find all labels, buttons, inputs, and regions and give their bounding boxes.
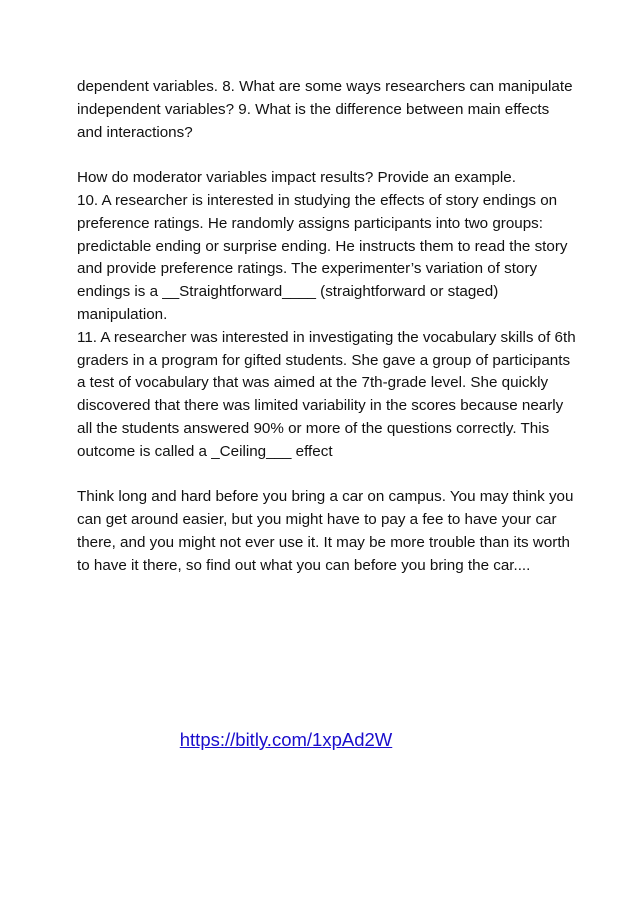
paragraph-moderator-question: How do moderator variables impact results? Provide an example. <box>77 169 516 187</box>
link-line <box>0 727 638 753</box>
paragraph-questions-8-9: dependent variables. 8. What are some ways researchers can manipulate independent variables? 9. What is the difference between main effects and interactions? <box>77 78 573 141</box>
paragraph-question-10: 10. A researcher is interested in studying the effects of story endings on preference ratings. He randomly assigns participants into two groups: predictable ending or surprise ending. He instructs them to read the story and provide preference ratings. The experimenter’s variation of story endings is a __Straightforward____ (straightforward or staged) manipulation. <box>77 191 568 323</box>
paragraph-car-advice: Think long and hard before you bring a car on campus. You may think you can get around easier, but you might have to pay a fee to have your car there, and you might not ever use it. It may be more trouble than its worth to have it there, so find out what you can before you bring the car.... <box>77 488 574 574</box>
paragraph-gap <box>77 464 577 487</box>
document-body <box>77 76 577 578</box>
bitly-link[interactable]: https://bitly.com/1xpAd2W <box>179 729 393 750</box>
paragraph-question-11: 11. A researcher was interested in investigating the vocabulary skills of 6th graders in a program for gifted students. She gave a group of participants a test of vocabulary that was aimed at the 7th-grade level. She quickly discovered that there was limited variability in the scores because nearly all the students answered 90% or more of the questions correctly. This outcome is called a _Ceiling___ effect <box>77 328 576 460</box>
paragraph-gap <box>77 144 577 167</box>
